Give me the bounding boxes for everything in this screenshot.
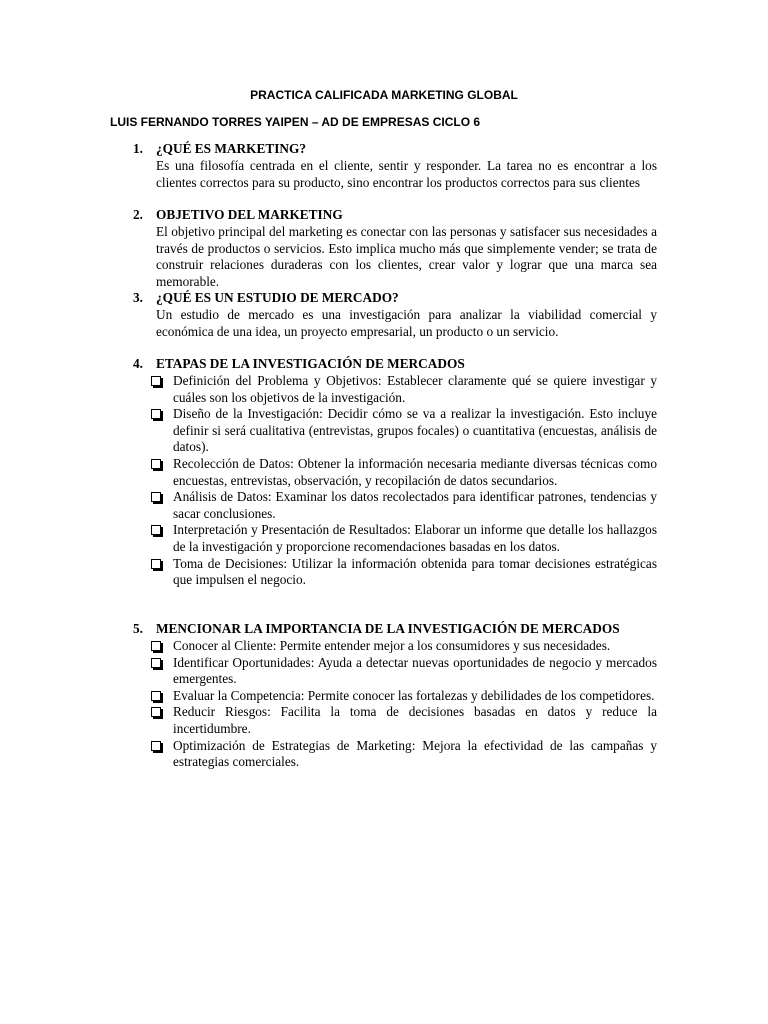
section-number: 1.: [133, 141, 143, 156]
section-1: [0, 141, 768, 191]
list-item-text: Optimización de Estrategias de Marketing: Mejora la efectividad de las campañas y estrategias comerciales.: [173, 737, 657, 770]
list-item-text: Identificar Oportunidades: Ayuda a detectar nuevas oportunidades de negocio y mercados emergentes.: [173, 654, 657, 687]
bullet-list: [0, 638, 768, 771]
checkbox-bullet-icon: [151, 741, 161, 751]
document-title: PRACTICA CALIFICADA MARKETING GLOBAL: [250, 88, 518, 102]
section-heading: [0, 141, 768, 158]
section-heading: [0, 621, 768, 638]
section-number: 2.: [133, 207, 143, 222]
section-paragraph: Es una filosofía centrada en el cliente, sentir y responder. La tarea no es encontrar a los clientes correctos para su producto, sino encontrar los productos correctos para sus clientes: [156, 158, 657, 190]
checkbox-bullet-icon: [151, 691, 161, 701]
list-item: [173, 373, 657, 406]
author-line: LUIS FERNANDO TORRES YAIPEN – AD DE EMPRESAS CICLO 6: [110, 115, 481, 129]
checkbox-bullet-icon: [151, 409, 161, 419]
list-item: [173, 638, 657, 655]
list-item: [173, 489, 657, 522]
list-item-text: Análisis de Datos: Examinar los datos recolectados para identificar patrones, tendencias y sacar conclusiones.: [173, 489, 657, 521]
section-title: OBJETIVO DEL MARKETING: [156, 207, 343, 222]
section-4: [0, 356, 768, 589]
list-item: [173, 556, 657, 589]
section-title: ¿QUÉ ES UN ESTUDIO DE MERCADO?: [156, 290, 399, 305]
list-item: [173, 738, 657, 771]
section-number: 5.: [133, 621, 143, 636]
checkbox-bullet-icon: [151, 641, 161, 651]
checkbox-bullet-icon: [151, 658, 161, 668]
section-paragraph: El objetivo principal del marketing es conectar con las personas y satisfacer sus necesidades a través de productos o servicios. Esto implica mucho más que simplemente vender; se trata de construir relaciones duraderas con los clientes, crear valor y lograr que una marca sea memorable.: [156, 224, 657, 289]
list-item: [173, 406, 657, 456]
list-item-text: Reducir Riesgos: Facilita la toma de decisiones basadas en datos y reduce la incertidumbre.: [173, 704, 657, 736]
checkbox-bullet-icon: [151, 525, 161, 535]
checkbox-bullet-icon: [151, 707, 161, 717]
list-item: [173, 688, 657, 705]
section-title: MENCIONAR LA IMPORTANCIA DE LA INVESTIGACIÓN DE MERCADOS: [156, 621, 620, 636]
checkbox-bullet-icon: [151, 559, 161, 569]
list-item-text: Definición del Problema y Objetivos: Establecer claramente qué se quiere investigar y cuáles son los objetivos de la investigación.: [173, 373, 657, 405]
checkbox-bullet-icon: [151, 492, 161, 502]
list-item-text: Evaluar la Competencia: Permite conocer las fortalezas y debilidades de los competidores.: [173, 687, 655, 703]
section-2: [0, 207, 768, 290]
section-title: ¿QUÉ ES MARKETING?: [156, 141, 306, 156]
section-3: [0, 290, 768, 340]
list-item: [173, 704, 657, 737]
section-paragraph: Un estudio de mercado es una investigación para analizar la viabilidad comercial y económica de una idea, un proyecto empresarial, un producto o un servicio.: [156, 307, 657, 339]
list-item-text: Interpretación y Presentación de Resultados: Elaborar un informe que detalle los hallazgos de la investigación y proporcione recomendaciones basadas en los datos.: [173, 522, 657, 554]
section-heading: [0, 290, 768, 307]
section-number: 4.: [133, 356, 143, 371]
section-heading: [0, 356, 768, 373]
list-item: [173, 655, 657, 688]
list-item: [173, 522, 657, 555]
checkbox-bullet-icon: [151, 376, 161, 386]
section-number: 3.: [133, 290, 143, 305]
list-item-text: Toma de Decisiones: Utilizar la información obtenida para tomar decisiones estratégicas que impulsen el negocio.: [173, 555, 657, 588]
list-item-text: Recolección de Datos: Obtener la información necesaria mediante diversas técnicas como encuestas, entrevistas, observación, y recopilación de datos secundarios.: [173, 455, 657, 488]
list-item-text: Conocer al Cliente: Permite entender mejor a los consumidores y sus necesidades.: [173, 638, 611, 653]
section-heading: [0, 207, 768, 224]
list-item-text: Diseño de la Investigación: Decidir cómo se va a realizar la investigación. Esto incluye definir si será cualitativa (entrevistas, grupos focales) o cuantitativa (encuestas, análisis de datos).: [173, 406, 657, 455]
section-title: ETAPAS DE LA INVESTIGACIÓN DE MERCADOS: [156, 356, 465, 371]
bullet-list: [0, 373, 768, 589]
section-5: [0, 621, 768, 771]
list-item: [173, 456, 657, 489]
checkbox-bullet-icon: [151, 459, 161, 469]
